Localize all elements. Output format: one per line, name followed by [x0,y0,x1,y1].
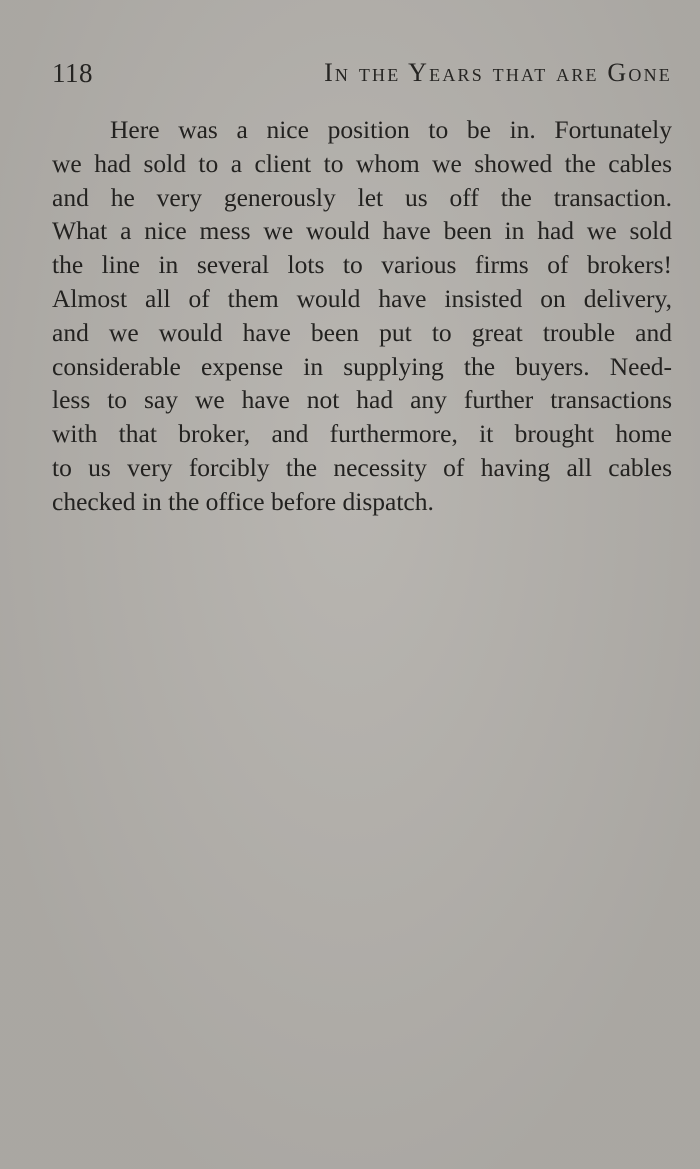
text-line: the line in several lots to various firms of brokers! [52,250,672,280]
running-head: In the Years that are Gone [324,58,672,87]
text-line: Almost all of them would have insisted on delivery, [52,283,672,313]
page-number: 118 [52,58,93,88]
text-line: and he very generously let us off the transaction. [52,182,672,212]
body-paragraph [52,113,672,519]
page-header [52,58,672,94]
text-line: What a nice mess we would have been in had we sold [52,216,672,246]
text-line: we had sold to a client to whom we showed the cables [52,148,672,178]
text-line: considerable expense in supplying the buyers. Need- [52,351,672,381]
text-line: less to say we have not had any further transactions [52,385,672,415]
text-line: Here was a nice position to be in. Fortunately [110,115,672,144]
text-line: and we would have been put to great trouble and [52,317,672,347]
text-line: to us very forcibly the necessity of having all cables [52,452,672,482]
text-line: checked in the office before dispatch. [52,486,434,516]
text-line: with that broker, and furthermore, it brought home [52,419,672,449]
